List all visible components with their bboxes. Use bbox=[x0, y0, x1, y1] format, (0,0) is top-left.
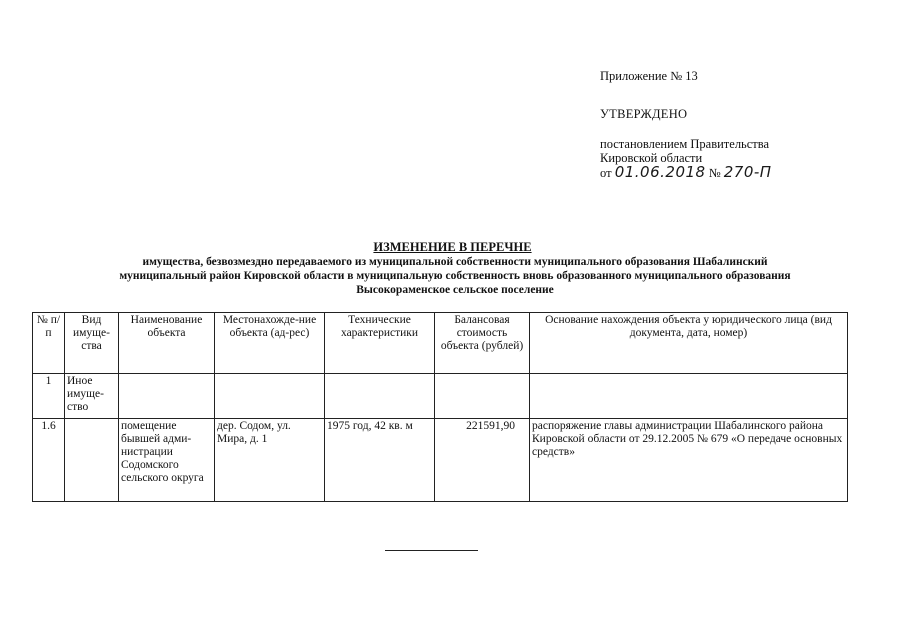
cell-name: помещение бывшей адми-нистрации Содомского сельского округа bbox=[119, 419, 215, 502]
cell-basis: распоряжение главы администрации Шабалинского района Кировской области от 29.12.2005 № 679 «О передаче основных средств» bbox=[530, 419, 848, 502]
cell-address: дер. Содом, ул. Мира, д. 1 bbox=[215, 419, 325, 502]
decree-block bbox=[600, 137, 772, 180]
cell-kind bbox=[65, 419, 119, 502]
cell-address bbox=[215, 374, 325, 419]
decree-date-line bbox=[600, 165, 772, 180]
col-header-num: № п/п bbox=[33, 313, 65, 374]
decree-line-1: постановлением Правительства bbox=[600, 137, 770, 151]
cell-name bbox=[119, 374, 215, 419]
col-header-tech: Технические характеристики bbox=[325, 313, 435, 374]
col-header-basis: Основание нахождения объекта у юридического лица (вид документа, дата, номер) bbox=[530, 313, 848, 374]
cell-cost: 221591,90 bbox=[435, 419, 530, 502]
decree-no-label: № bbox=[708, 166, 721, 180]
subtitle-line-3: Высокораменское сельское поселение bbox=[356, 284, 554, 296]
col-header-address: Местонахожде-ние объекта (ад-рес) bbox=[215, 313, 325, 374]
cell-num: 1 bbox=[33, 374, 65, 419]
subtitle-line-1: имущества, безвозмездно передаваемого из муниципальной собственности муниципального образования Шабалинский bbox=[142, 256, 768, 268]
cell-basis bbox=[530, 374, 848, 419]
col-header-cost: Балансовая стоимость объекта (рублей) bbox=[435, 313, 530, 374]
decree-date: 01.06.2018 bbox=[614, 163, 706, 181]
cell-cost bbox=[435, 374, 530, 419]
decree-from: от bbox=[600, 166, 612, 180]
closing-rule bbox=[385, 550, 478, 551]
table-header-row bbox=[33, 313, 848, 374]
document-subtitle bbox=[40, 255, 870, 297]
property-table bbox=[32, 312, 848, 502]
col-header-name: Наименование объекта bbox=[119, 313, 215, 374]
table-row bbox=[33, 419, 848, 502]
col-header-kind: Вид имуще-ства bbox=[65, 313, 119, 374]
subtitle-line-2: муниципальный район Кировской области в муниципальную собственность вновь образованного муниципального образования bbox=[119, 270, 791, 282]
cell-tech bbox=[325, 374, 435, 419]
cell-num: 1.6 bbox=[33, 419, 65, 502]
document-title: ИЗМЕНЕНИЕ В ПЕРЕЧНЕ bbox=[373, 240, 532, 254]
appendix-label: Приложение № 13 bbox=[600, 69, 698, 83]
cell-tech: 1975 год, 42 кв. м bbox=[325, 419, 435, 502]
approved-label: УТВЕРЖДЕНО bbox=[600, 107, 688, 121]
decree-line-2: Кировской области bbox=[600, 151, 703, 165]
decree-number: 270-П bbox=[723, 163, 772, 181]
table-row bbox=[33, 374, 848, 419]
cell-kind: Иное имуще-ство bbox=[65, 374, 119, 419]
